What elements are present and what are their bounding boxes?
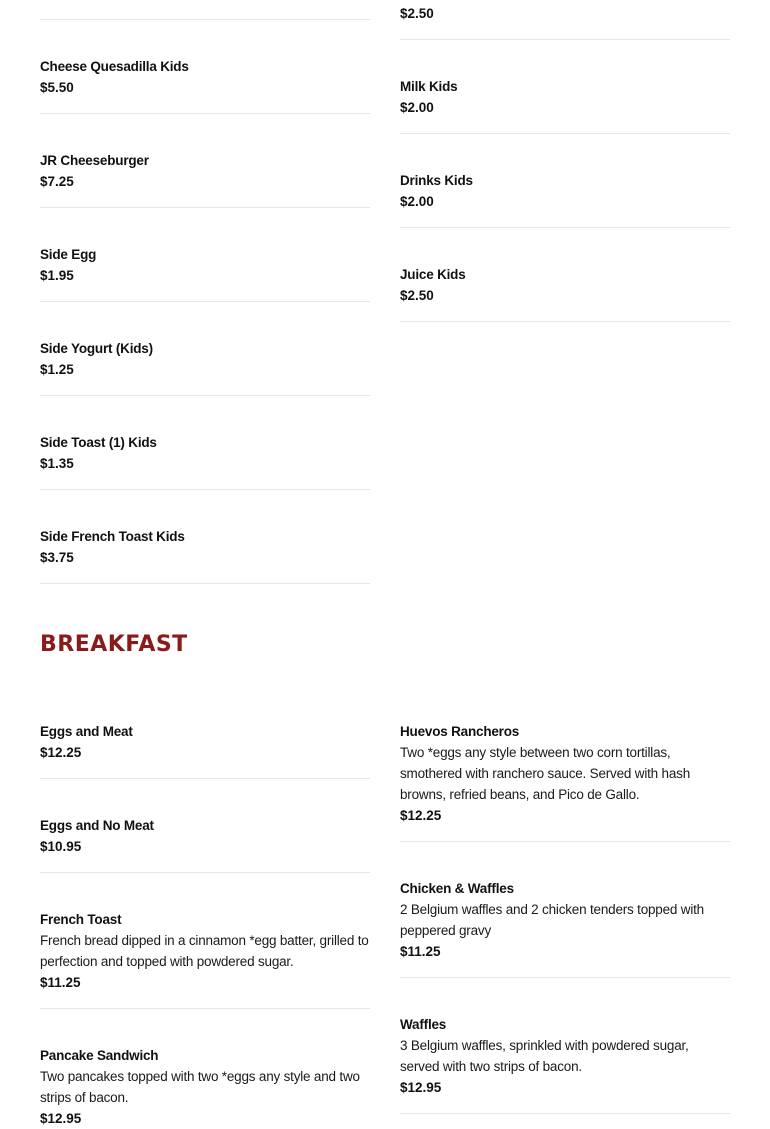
item-name: French Toast [40,912,122,927]
item-price: $3.75 [40,550,74,565]
item-name: Drinks Kids [400,173,473,188]
item-name: Chicken & Waffles [400,881,514,896]
item-price: $2.50 [400,288,434,303]
item-price: $2.50 [400,6,434,21]
menu-item-eggs-and-meat[interactable] [40,721,370,779]
item-name: Side Egg [40,247,97,262]
item-name: Milk Kids [400,79,458,94]
item-description: Two *eggs any style between two corn tortillas, smothered with ranchero sauce. Served with hash browns, refried beans, and Pico de Gallo. [400,745,691,802]
item-name: Side Toast (1) Kids [40,435,157,450]
item-price: $11.25 [40,975,81,990]
item-price: $12.95 [400,1080,442,1095]
item-price: $7.25 [40,174,74,189]
item-price: $1.35 [40,456,74,471]
item-description: French bread dipped in a cinnamon *egg batter, grilled to perfection and topped with powdered sugar. [40,933,369,969]
menu-item-french-toast[interactable] [40,909,370,1009]
item-price: $12.25 [400,808,442,823]
item-description: Two pancakes topped with two *eggs any style and two strips of bacon. [40,1069,360,1105]
menu-item-chicken-and-waffles[interactable] [400,878,730,978]
breakfast-right-column [400,0,730,1119]
item-price: $1.25 [40,362,74,377]
menu-item-eggs-and-no-meat[interactable] [40,815,370,873]
item-name: Eggs and Meat [40,724,133,739]
item-price: $10.95 [40,839,82,854]
item-price: $12.25 [40,745,82,760]
item-description: 3 Belgium waffles, sprinkled with powdered sugar, served with two strips of bacon. [400,1038,689,1074]
item-price: $1.95 [40,268,74,283]
item-price: $5.50 [40,80,74,95]
item-price: $12.95 [40,1111,82,1126]
item-name: Waffles [400,1017,447,1032]
item-name: Huevos Rancheros [400,724,520,739]
item-name: JR Cheeseburger [40,153,149,168]
item-price: $2.00 [400,100,434,115]
item-name: Juice Kids [400,267,466,282]
item-description: 2 Belgium waffles and 2 chicken tenders topped with peppered gravy [400,902,704,938]
section-title-breakfast: BREAKFAST [40,632,188,657]
item-name: Pancake Sandwich [40,1048,159,1063]
menu-item-pancake-sandwich[interactable] [40,1045,370,1126]
menu-item-huevos-rancheros[interactable] [400,721,730,842]
menu-item-waffles[interactable] [400,1014,730,1114]
item-name: Side French Toast Kids [40,529,185,544]
item-price: $11.25 [400,944,441,959]
breakfast-left-column [40,0,370,1126]
item-name: Cheese Quesadilla Kids [40,59,189,74]
item-name: Eggs and No Meat [40,818,154,833]
item-price: $2.00 [400,194,434,209]
item-name: Side Yogurt (Kids) [40,341,153,356]
